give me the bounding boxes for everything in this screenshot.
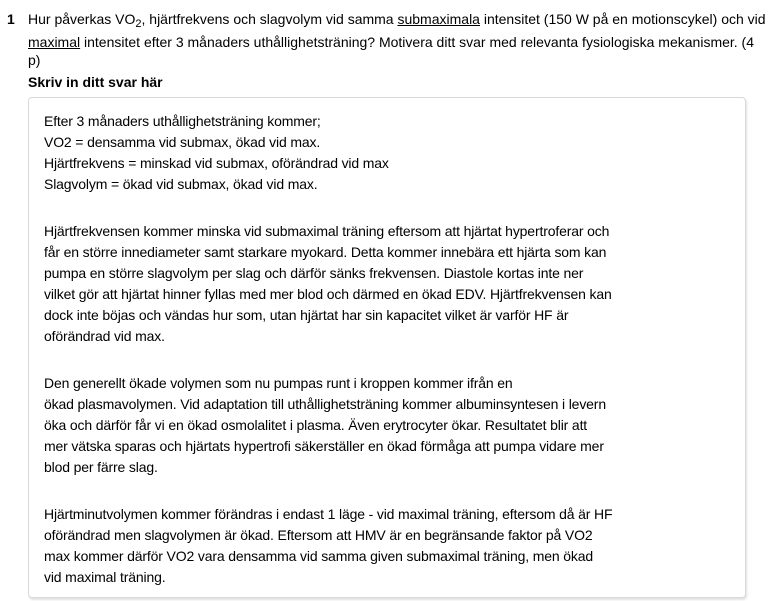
answer-line: vid maximal träning. — [44, 569, 166, 585]
answer-line: dock inte böjas och vändas hur som, utan hjärtat har sin kapacitet vilket är varför HF är — [44, 307, 569, 323]
answer-text — [44, 111, 735, 588]
answer-line: pumpa en större slagvolym per slag och därför sänks frekvensen. Diastole kortas inte ner — [44, 265, 584, 281]
answer-paragraph — [44, 221, 735, 347]
question-text-segment: , hjärtfrekvens och slagvolym vid samma — [141, 11, 398, 27]
question-text-segment: maximal — [28, 34, 81, 50]
answer-line: VO2 = densamma vid submax, ökad vid max. — [44, 134, 321, 150]
answer-line: Efter 3 månaders uthållighetsträning kommer; — [44, 113, 321, 129]
answer-line: Hjärtfrekvensen kommer minska vid submaximal träning eftersom att hjärtat hypertroferar och — [44, 223, 610, 239]
answer-line: Hjärtfrekvens = minskad vid submax, oförändrad vid max — [44, 155, 389, 171]
answer-line: Den generellt ökade volymen som nu pumpas runt i kroppen kommer ifrån en — [44, 375, 513, 391]
answer-line: ökad plasmavolymen. Vid adaptation till uthållighetsträning kommer albuminsyntesen i levern — [44, 396, 606, 412]
answer-line: vilket gör att hjärtat hinner fyllas med mer blod och därmed en ökad EDV. Hjärtfrekvensen kan — [44, 286, 612, 302]
answer-line: Slagvolym = ökad vid submax, ökad vid max. — [44, 176, 318, 192]
answer-line: oförändrad men slagvolymen är ökad. Eftersom att HMV är en begränsande faktor på VO2 — [44, 527, 593, 543]
question-number: 1 — [7, 11, 15, 27]
answer-textarea[interactable] — [28, 97, 746, 598]
answer-line: max kommer därför VO2 vara densamma vid samma given submaximal träning, men ökad — [44, 548, 593, 564]
question-text-segment: submaximala — [397, 11, 480, 27]
answer-line: oförändrad vid max. — [44, 328, 165, 344]
answer-paragraph — [44, 373, 735, 478]
question-text-segment: 2 — [135, 18, 142, 30]
answer-line: öka och därför får vi en ökad osmolalitet i plasma. Även erytrocyter ökar. Resultatet blir att — [44, 417, 588, 433]
question-block — [7, 10, 768, 598]
answer-prompt-label: Skriv in ditt svar här — [28, 74, 163, 90]
question-text-segment: Hur påverkas VO — [28, 11, 136, 27]
answer-line: mer vätska sparas och hjärtats hypertrofi säkerställer en ökad förmåga att pumpa vidare mer — [44, 438, 604, 454]
question-text-segment: intensitet (150 W på en motionscykel) och vid — [479, 11, 766, 27]
answer-paragraph — [44, 504, 735, 588]
question-text — [28, 10, 768, 69]
answer-paragraph — [44, 111, 735, 195]
answer-line: blod per färre slag. — [44, 459, 158, 475]
question-body — [28, 10, 768, 598]
question-text-segment: intensitet efter 3 månaders uthållighetsträning? Motivera ditt svar med relevanta fysiologiska mekanismer. (4 p) — [28, 34, 755, 68]
answer-line: Hjärtminutvolymen kommer förändras i endast 1 läge - vid maximal träning, eftersom då är HF — [44, 506, 613, 522]
answer-line: får en större innediameter samt starkare myokard. Detta kommer innebära ett hjärta som kan — [44, 244, 607, 260]
